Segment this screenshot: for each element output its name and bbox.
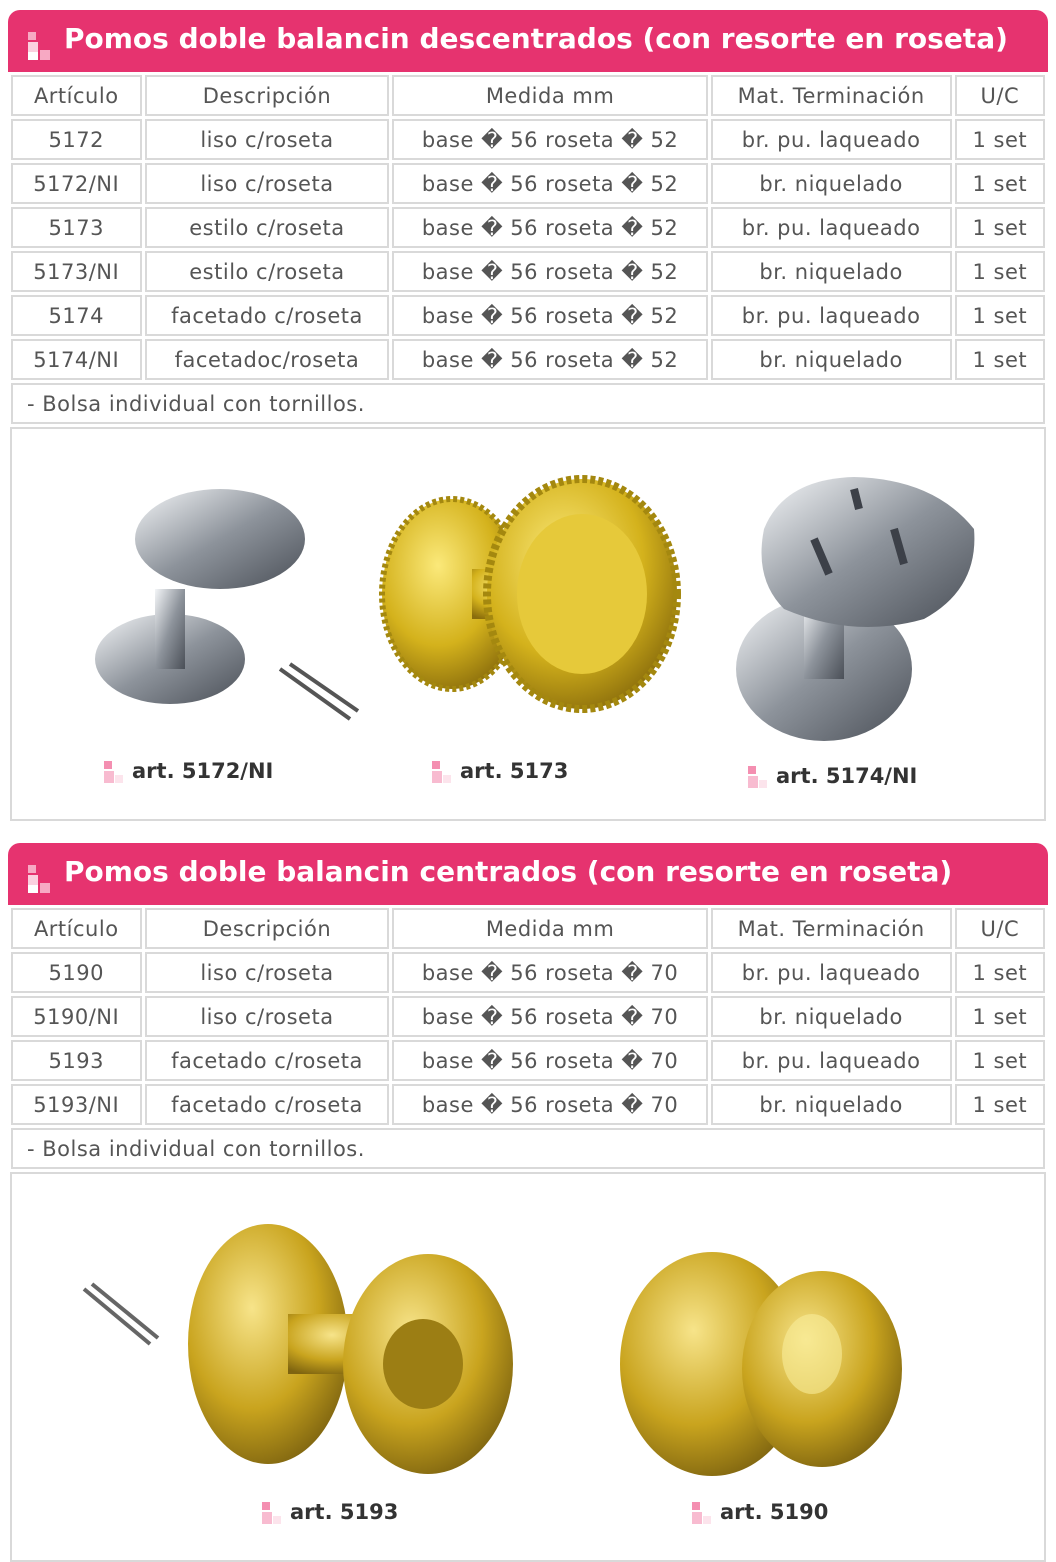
- cell-articulo: 5193: [11, 1040, 142, 1081]
- cell-terminacion: br. niquelado: [711, 251, 952, 292]
- pink-squares-icon: [262, 1502, 282, 1524]
- section-header: [8, 843, 1048, 905]
- chrome-knob-image: [90, 479, 370, 729]
- cell-medida: base � 56 roseta � 70: [392, 996, 707, 1037]
- cell-medida: base � 56 roseta � 52: [392, 251, 707, 292]
- cell-uc: 1 set: [955, 1084, 1045, 1125]
- note-text: - Bolsa individual con tornillos.: [11, 383, 1045, 424]
- table-row: [11, 163, 1045, 204]
- cell-medida: base � 56 roseta � 52: [392, 339, 707, 380]
- cell-articulo: 5174: [11, 295, 142, 336]
- cell-uc: 1 set: [955, 207, 1045, 248]
- col-medida: Medida mm: [392, 908, 707, 949]
- cell-terminacion: br. niquelado: [711, 163, 952, 204]
- cell-uc: 1 set: [955, 251, 1045, 292]
- table-row: [11, 295, 1045, 336]
- product-table: [8, 72, 1048, 427]
- cell-descripcion: estilo c/roseta: [145, 207, 390, 248]
- table-row: [11, 207, 1045, 248]
- col-articulo: Artículo: [11, 75, 142, 116]
- cell-descripcion: facetado c/roseta: [145, 1040, 390, 1081]
- brass-knob-image: [372, 474, 682, 714]
- cell-uc: 1 set: [955, 952, 1045, 993]
- cell-terminacion: br. pu. laqueado: [711, 119, 952, 160]
- pink-squares-icon: [104, 761, 124, 783]
- cell-articulo: 5173: [11, 207, 142, 248]
- section-descentrados: [8, 10, 1048, 808]
- cell-terminacion: br. niquelado: [711, 996, 952, 1037]
- col-descripcion: Descripción: [145, 908, 390, 949]
- caption-5173: [432, 759, 568, 783]
- section-title: Pomos doble balancin centrados (con resorte en roseta): [64, 855, 953, 888]
- caption-5190: [692, 1500, 828, 1524]
- cell-uc: 1 set: [955, 119, 1045, 160]
- section-centrados: [8, 843, 1048, 1551]
- faceted-chrome-knob-image: [724, 469, 994, 749]
- faceted-brass-knob-image: [78, 1214, 528, 1484]
- cell-articulo: 5193/NI: [11, 1084, 142, 1125]
- cell-uc: 1 set: [955, 163, 1045, 204]
- cell-articulo: 5190: [11, 952, 142, 993]
- pink-squares-icon: [28, 32, 52, 60]
- cell-articulo: 5190/NI: [11, 996, 142, 1037]
- cell-descripcion: liso c/roseta: [145, 996, 390, 1037]
- cell-terminacion: br. niquelado: [711, 339, 952, 380]
- cell-terminacion: br. pu. laqueado: [711, 207, 952, 248]
- cell-medida: base � 56 roseta � 70: [392, 952, 707, 993]
- note-row: [11, 383, 1045, 424]
- col-uc: U/C: [955, 75, 1045, 116]
- cell-terminacion: br. pu. laqueado: [711, 1040, 952, 1081]
- table-row: [11, 119, 1045, 160]
- table-row: [11, 996, 1045, 1037]
- cell-descripcion: liso c/roseta: [145, 952, 390, 993]
- table-row: [11, 1040, 1045, 1081]
- cell-medida: base � 56 roseta � 52: [392, 119, 707, 160]
- cell-medida: base � 56 roseta � 52: [392, 163, 707, 204]
- product-photos: [10, 1172, 1046, 1562]
- col-terminacion: Mat. Terminación: [711, 75, 952, 116]
- caption-text: art. 5193: [290, 1500, 399, 1524]
- cell-uc: 1 set: [955, 339, 1045, 380]
- caption-5193: [262, 1500, 398, 1524]
- col-medida: Medida mm: [392, 75, 707, 116]
- cell-uc: 1 set: [955, 1040, 1045, 1081]
- cell-descripcion: estilo c/roseta: [145, 251, 390, 292]
- cell-uc: 1 set: [955, 295, 1045, 336]
- cell-descripcion: liso c/roseta: [145, 119, 390, 160]
- cell-terminacion: br. pu. laqueado: [711, 952, 952, 993]
- caption-text: art. 5190: [720, 1500, 829, 1524]
- cell-articulo: 5172/NI: [11, 163, 142, 204]
- caption-5172-ni: [104, 759, 273, 783]
- table-header-row: [11, 908, 1045, 949]
- caption-text: art. 5174/NI: [776, 764, 918, 788]
- col-terminacion: Mat. Terminación: [711, 908, 952, 949]
- pink-squares-icon: [692, 1502, 712, 1524]
- caption-text: art. 5172/NI: [132, 759, 274, 783]
- cell-articulo: 5173/NI: [11, 251, 142, 292]
- cell-articulo: 5174/NI: [11, 339, 142, 380]
- note-row: [11, 1128, 1045, 1169]
- cell-terminacion: br. pu. laqueado: [711, 295, 952, 336]
- caption-5174-ni: [748, 764, 917, 788]
- section-header: [8, 10, 1048, 72]
- col-uc: U/C: [955, 908, 1045, 949]
- caption-text: art. 5173: [460, 759, 569, 783]
- pink-squares-icon: [748, 766, 768, 788]
- table-row: [11, 952, 1045, 993]
- product-table: [8, 905, 1048, 1172]
- cell-uc: 1 set: [955, 996, 1045, 1037]
- cell-medida: base � 56 roseta � 70: [392, 1084, 707, 1125]
- pink-squares-icon: [432, 761, 452, 783]
- table-row: [11, 339, 1045, 380]
- table-row: [11, 1084, 1045, 1125]
- table-header-row: [11, 75, 1045, 116]
- product-photos: [10, 427, 1046, 821]
- cell-articulo: 5172: [11, 119, 142, 160]
- note-text: - Bolsa individual con tornillos.: [11, 1128, 1045, 1169]
- brass-knob-image: [612, 1244, 912, 1484]
- cell-descripcion: facetado c/roseta: [145, 1084, 390, 1125]
- pink-squares-icon: [28, 865, 52, 893]
- cell-descripcion: liso c/roseta: [145, 163, 390, 204]
- col-descripcion: Descripción: [145, 75, 390, 116]
- cell-medida: base � 56 roseta � 70: [392, 1040, 707, 1081]
- cell-medida: base � 56 roseta � 52: [392, 295, 707, 336]
- cell-descripcion: facetado c/roseta: [145, 295, 390, 336]
- cell-terminacion: br. niquelado: [711, 1084, 952, 1125]
- table-row: [11, 251, 1045, 292]
- section-title: Pomos doble balancin descentrados (con resorte en roseta): [64, 22, 1008, 55]
- cell-descripcion: facetadoc/roseta: [145, 339, 390, 380]
- cell-medida: base � 56 roseta � 52: [392, 207, 707, 248]
- col-articulo: Artículo: [11, 908, 142, 949]
